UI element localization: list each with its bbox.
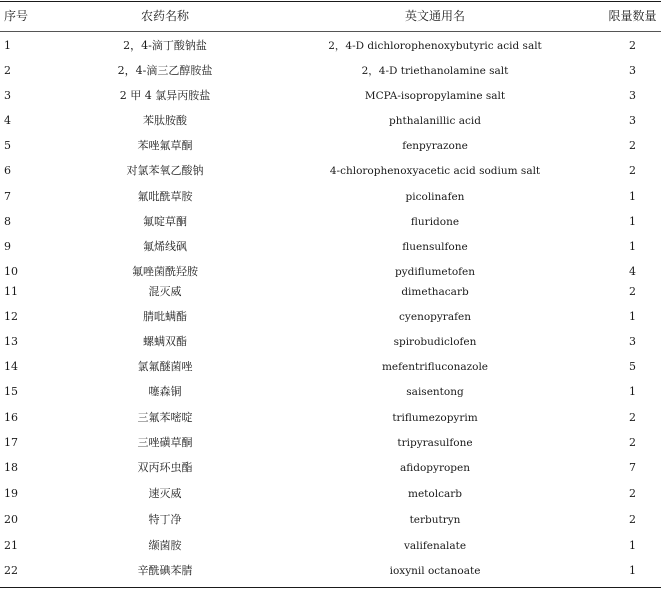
- row-pesticide-name: 双丙环虫酯: [137, 461, 193, 474]
- table-row: [0, 262, 661, 282]
- row-english-name: 4-chlorophenoxyacetic acid sodium salt: [329, 165, 541, 177]
- table-row: [0, 536, 661, 556]
- row-serial: 19: [4, 487, 18, 500]
- row-serial: 22: [4, 564, 18, 577]
- row-limit-count: 2: [629, 139, 636, 152]
- row-pesticide-name: 三氟苯嘧啶: [137, 411, 193, 424]
- row-serial: 17: [4, 436, 18, 449]
- row-serial: 18: [4, 461, 18, 474]
- row-pesticide-name: 苯唑氟草酮: [137, 139, 193, 152]
- header-english-name: 英文通用名: [404, 9, 465, 23]
- table-row: [0, 36, 661, 56]
- table-row: [0, 282, 661, 302]
- row-english-name: afidopyropen: [400, 462, 470, 474]
- row-pesticide-name: 氯氟醚菌唑: [137, 360, 193, 373]
- row-pesticide-name: 苯肽胺酸: [143, 114, 187, 127]
- row-serial: 6: [4, 164, 11, 177]
- row-english-name: 2，4-D triethanolamine salt: [361, 65, 509, 77]
- table-row: [0, 484, 661, 504]
- row-pesticide-name: 氟啶草酮: [143, 215, 187, 228]
- row-english-name: terbutryn: [409, 514, 461, 526]
- row-serial: 13: [4, 335, 18, 348]
- row-limit-count: 1: [629, 564, 636, 577]
- row-english-name: tripyrasulfone: [397, 437, 473, 449]
- row-serial: 5: [4, 139, 11, 152]
- row-limit-count: 3: [629, 89, 636, 102]
- row-serial: 12: [4, 310, 18, 323]
- row-pesticide-name: 特丁净: [148, 513, 182, 526]
- row-english-name: picolinafen: [405, 191, 465, 203]
- row-limit-count: 5: [629, 360, 636, 373]
- row-serial: 20: [4, 513, 18, 526]
- row-limit-count: 1: [629, 190, 636, 203]
- table-row: [0, 161, 661, 181]
- row-english-name: 2，4-D dichlorophenoxybutyric acid salt: [328, 40, 542, 52]
- row-limit-count: 2: [629, 39, 636, 52]
- row-limit-count: 1: [629, 240, 636, 253]
- row-limit-count: 2: [629, 164, 636, 177]
- row-serial: 10: [4, 265, 18, 278]
- row-pesticide-name: 辛酰碘苯腈: [137, 564, 193, 577]
- row-english-name: valifenalate: [403, 540, 467, 552]
- row-serial: 15: [4, 385, 18, 398]
- table-row: [0, 61, 661, 81]
- row-limit-count: 1: [629, 215, 636, 228]
- table-header-rule: [0, 31, 661, 32]
- row-limit-count: 3: [629, 335, 636, 348]
- table-row: [0, 458, 661, 478]
- row-english-name: ioxynil octanoate: [389, 565, 481, 577]
- row-pesticide-name: 腈吡螨酯: [143, 310, 187, 323]
- header-serial: 序号: [4, 9, 29, 23]
- row-pesticide-name: 2，4-滴三乙醇胺盐: [117, 64, 213, 77]
- row-limit-count: 1: [629, 539, 636, 552]
- row-serial: 4: [4, 114, 11, 127]
- row-english-name: phthalanillic acid: [389, 115, 481, 127]
- row-limit-count: 4: [629, 265, 636, 278]
- table-row: [0, 86, 661, 106]
- row-english-name: pydiflumetofen: [394, 266, 476, 278]
- row-limit-count: 2: [629, 436, 636, 449]
- row-serial: 2: [4, 64, 11, 77]
- row-limit-count: 7: [629, 461, 636, 474]
- row-pesticide-name: 速灭威: [148, 487, 182, 500]
- table-bottom-rule: [0, 587, 661, 588]
- row-serial: 7: [4, 190, 11, 203]
- row-english-name: triflumezopyrim: [392, 412, 478, 424]
- row-english-name: fluridone: [410, 216, 460, 228]
- row-pesticide-name: 2，4-滴丁酸钠盐: [123, 39, 207, 52]
- row-limit-count: 3: [629, 64, 636, 77]
- table-row: [0, 212, 661, 232]
- table-row: [0, 237, 661, 257]
- row-english-name: metolcarb: [408, 488, 462, 500]
- row-limit-count: 2: [629, 285, 636, 298]
- row-serial: 1: [4, 39, 11, 52]
- row-english-name: fenpyrazone: [402, 140, 468, 152]
- table-row: [0, 510, 661, 530]
- header-limit-count: 限量数量: [608, 9, 657, 23]
- row-pesticide-name: 缬菌胺: [148, 539, 182, 552]
- row-pesticide-name: 混灭威: [148, 285, 182, 298]
- row-english-name: MCPA-isopropylamine salt: [364, 90, 506, 102]
- table-row: [0, 408, 661, 428]
- row-limit-count: 2: [629, 411, 636, 424]
- table-row: [0, 382, 661, 402]
- row-limit-count: 3: [629, 114, 636, 127]
- table-row: [0, 307, 661, 327]
- row-serial: 16: [4, 411, 18, 424]
- row-english-name: saisentong: [406, 386, 464, 398]
- row-pesticide-name: 2 甲 4 氯异丙胺盐: [119, 89, 211, 102]
- table-top-rule: [0, 1, 661, 2]
- table-row: [0, 111, 661, 131]
- row-serial: 8: [4, 215, 11, 228]
- row-pesticide-name: 噻森铜: [148, 385, 182, 398]
- row-english-name: mefentrifluconazole: [381, 361, 489, 373]
- row-pesticide-name: 螺螨双酯: [143, 335, 187, 348]
- row-limit-count: 1: [629, 385, 636, 398]
- row-pesticide-name: 对氯苯氧乙酸钠: [126, 164, 204, 177]
- row-pesticide-name: 氟唑菌酰羟胺: [132, 265, 198, 278]
- table-row: [0, 332, 661, 352]
- row-limit-count: 2: [629, 487, 636, 500]
- row-pesticide-name: 氟吡酰草胺: [137, 190, 193, 203]
- table-row: [0, 433, 661, 453]
- row-english-name: fluensulfone: [402, 241, 468, 253]
- table-row: [0, 136, 661, 156]
- row-english-name: dimethacarb: [401, 286, 469, 298]
- row-english-name: cyenopyrafen: [399, 311, 471, 323]
- row-pesticide-name: 三唑磺草酮: [137, 436, 193, 449]
- row-limit-count: 2: [629, 513, 636, 526]
- row-serial: 9: [4, 240, 11, 253]
- row-serial: 14: [4, 360, 18, 373]
- table-row: [0, 357, 661, 377]
- row-serial: 21: [4, 539, 18, 552]
- table-row: [0, 561, 661, 581]
- row-serial: 11: [4, 285, 18, 298]
- table-row: [0, 187, 661, 207]
- row-pesticide-name: 氟烯线砜: [143, 240, 187, 253]
- table-header-row: [0, 6, 661, 26]
- row-limit-count: 1: [629, 310, 636, 323]
- row-serial: 3: [4, 89, 11, 102]
- row-english-name: spirobudiclofen: [393, 336, 477, 348]
- header-pesticide-name: 农药名称: [140, 9, 189, 23]
